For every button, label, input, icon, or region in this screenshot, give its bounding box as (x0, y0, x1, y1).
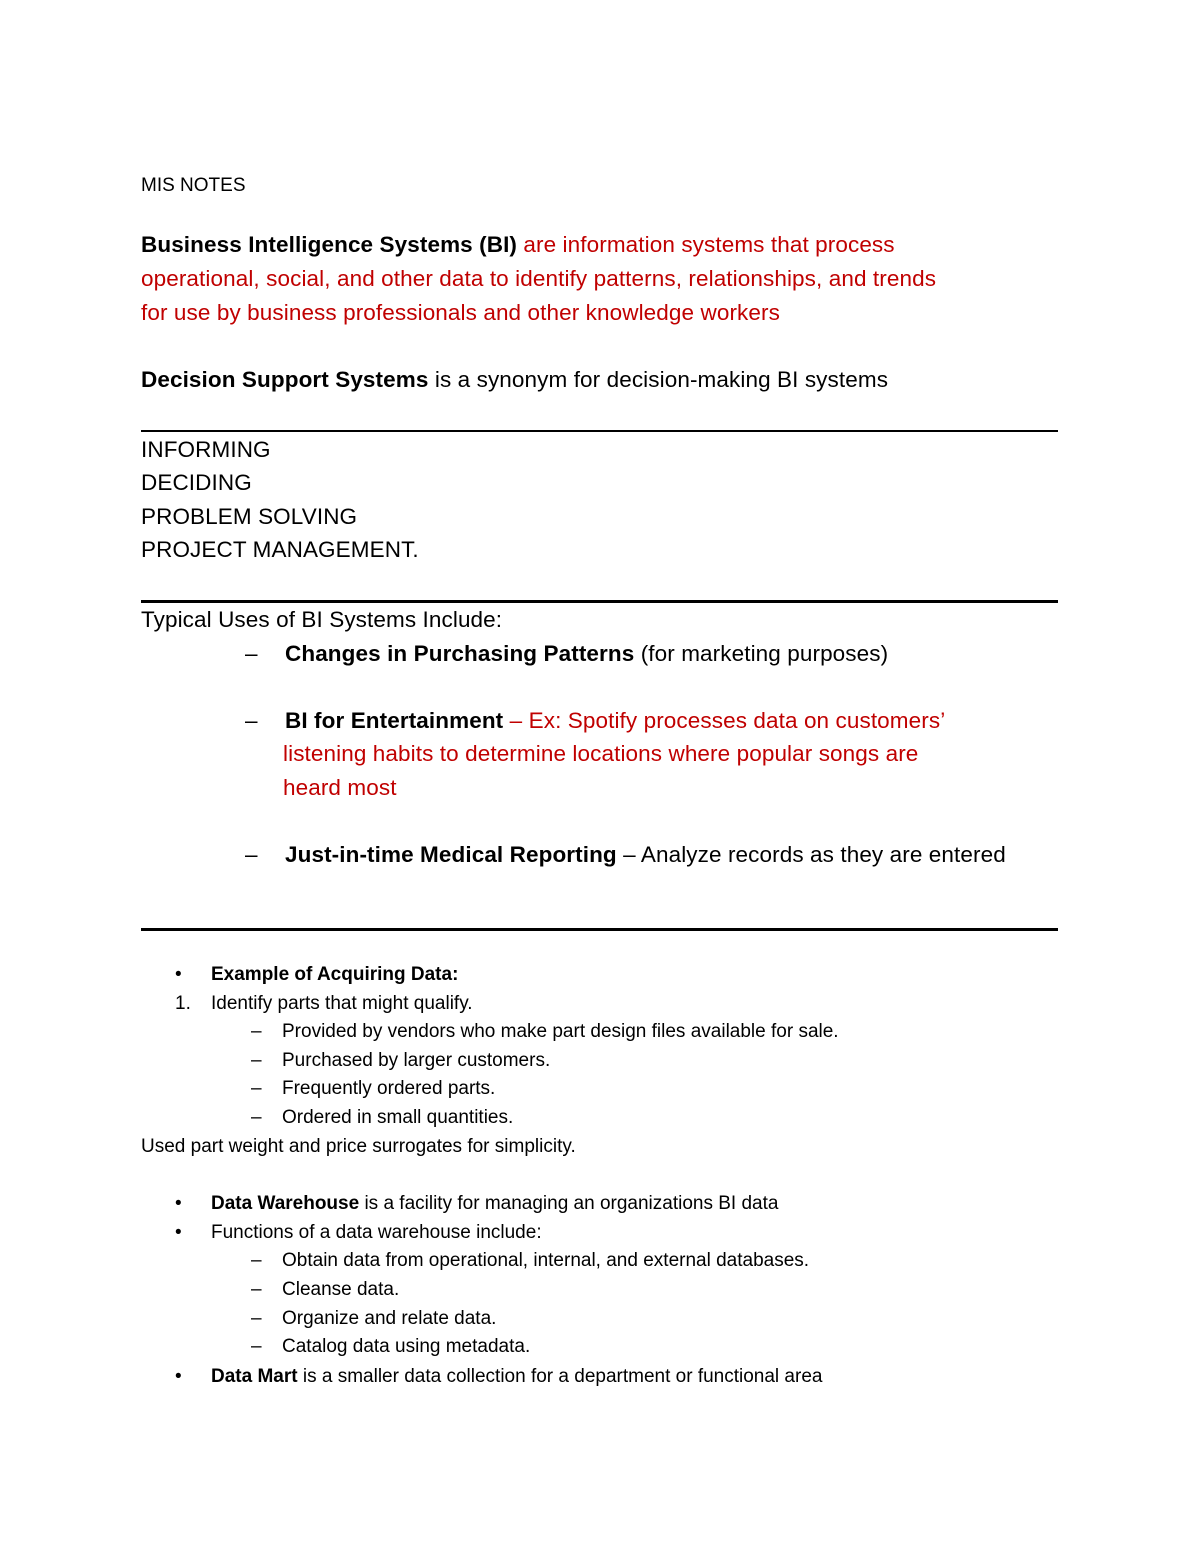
use-item-project-management: PROJECT MANAGEMENT. (141, 537, 419, 562)
dash-marker: – (251, 1336, 262, 1357)
warehouse-definition: Data Warehouse is a facility for managing an organizations BI data (211, 1193, 779, 1214)
acquiring-step-1: Identify parts that might qualify. (211, 993, 473, 1014)
dash-marker: – (251, 1250, 262, 1271)
dash-marker: – (251, 1279, 262, 1300)
bi-definition-line-1 (141, 232, 895, 258)
acquiring-note: Used part weight and price surrogates for simplicity. (141, 1136, 576, 1157)
entertainment-line-2: listening habits to determine locations where popular songs are (283, 741, 919, 766)
acquiring-sub-2: Purchased by larger customers. (282, 1050, 551, 1071)
typical-uses-heading: Typical Uses of BI Systems Include: (141, 607, 503, 632)
divider-3 (141, 928, 1058, 931)
bullet-marker: • (175, 1366, 182, 1387)
warehouse-function-4: Catalog data using metadata. (282, 1336, 531, 1357)
bi-def-text-1: are information systems that process (523, 232, 895, 257)
bullet-marker: • (175, 964, 182, 985)
use-item-problem-solving: PROBLEM SOLVING (141, 504, 358, 529)
divider-1 (141, 430, 1058, 432)
warehouse-functions-heading: Functions of a data warehouse include: (211, 1222, 542, 1243)
doc-title: MIS NOTES (141, 175, 246, 196)
divider-2 (141, 600, 1058, 603)
typical-item-purchasing: – Changes in Purchasing Patterns (for marketing purposes) (245, 641, 889, 666)
use-item-informing: INFORMING (141, 437, 271, 462)
dss-text: is a synonym for decision-making BI systems (434, 367, 889, 392)
warehouse-function-2: Cleanse data. (282, 1279, 400, 1300)
entertainment-line-3: heard most (283, 775, 397, 800)
typical-item-entertainment: – BI for Entertainment – Ex: Spotify processes data on customers’ (245, 708, 946, 733)
dash-marker: – (251, 1050, 262, 1071)
dash-marker: – (245, 842, 258, 867)
dash-marker: – (251, 1308, 262, 1329)
acquiring-sub-4: Ordered in small quantities. (282, 1107, 514, 1128)
warehouse-function-3: Organize and relate data. (282, 1308, 497, 1329)
bi-definition-line-3: for use by business professionals and other knowledge workers (141, 300, 780, 325)
dss-definition (141, 367, 888, 393)
dash-marker: – (251, 1078, 262, 1099)
acquiring-heading: Example of Acquiring Data: (211, 964, 459, 985)
bi-definition-line-2: operational, social, and other data to identify patterns, relationships, and trends (141, 266, 937, 291)
dash-marker: – (245, 641, 258, 666)
warehouse-function-1: Obtain data from operational, internal, and external databases. (282, 1250, 810, 1271)
dss-term: Decision Support Systems (141, 367, 429, 392)
dash-marker: – (251, 1107, 262, 1128)
acquiring-sub-3: Frequently ordered parts. (282, 1078, 496, 1099)
acquiring-sub-1: Provided by vendors who make part design files available for sale. (282, 1021, 839, 1042)
bullet-marker: • (175, 1222, 182, 1243)
dash-marker: – (245, 708, 258, 733)
bi-term: Business Intelligence Systems (BI) (141, 232, 518, 257)
numbered-marker: 1. (175, 993, 191, 1014)
use-item-deciding: DECIDING (141, 470, 252, 495)
bullet-marker: • (175, 1193, 182, 1214)
data-mart-definition: Data Mart is a smaller data collection for a department or functional area (211, 1366, 823, 1387)
dash-marker: – (251, 1021, 262, 1042)
typical-item-medical: – Just-in-time Medical Reporting – Analyze records as they are entered (245, 842, 1006, 867)
